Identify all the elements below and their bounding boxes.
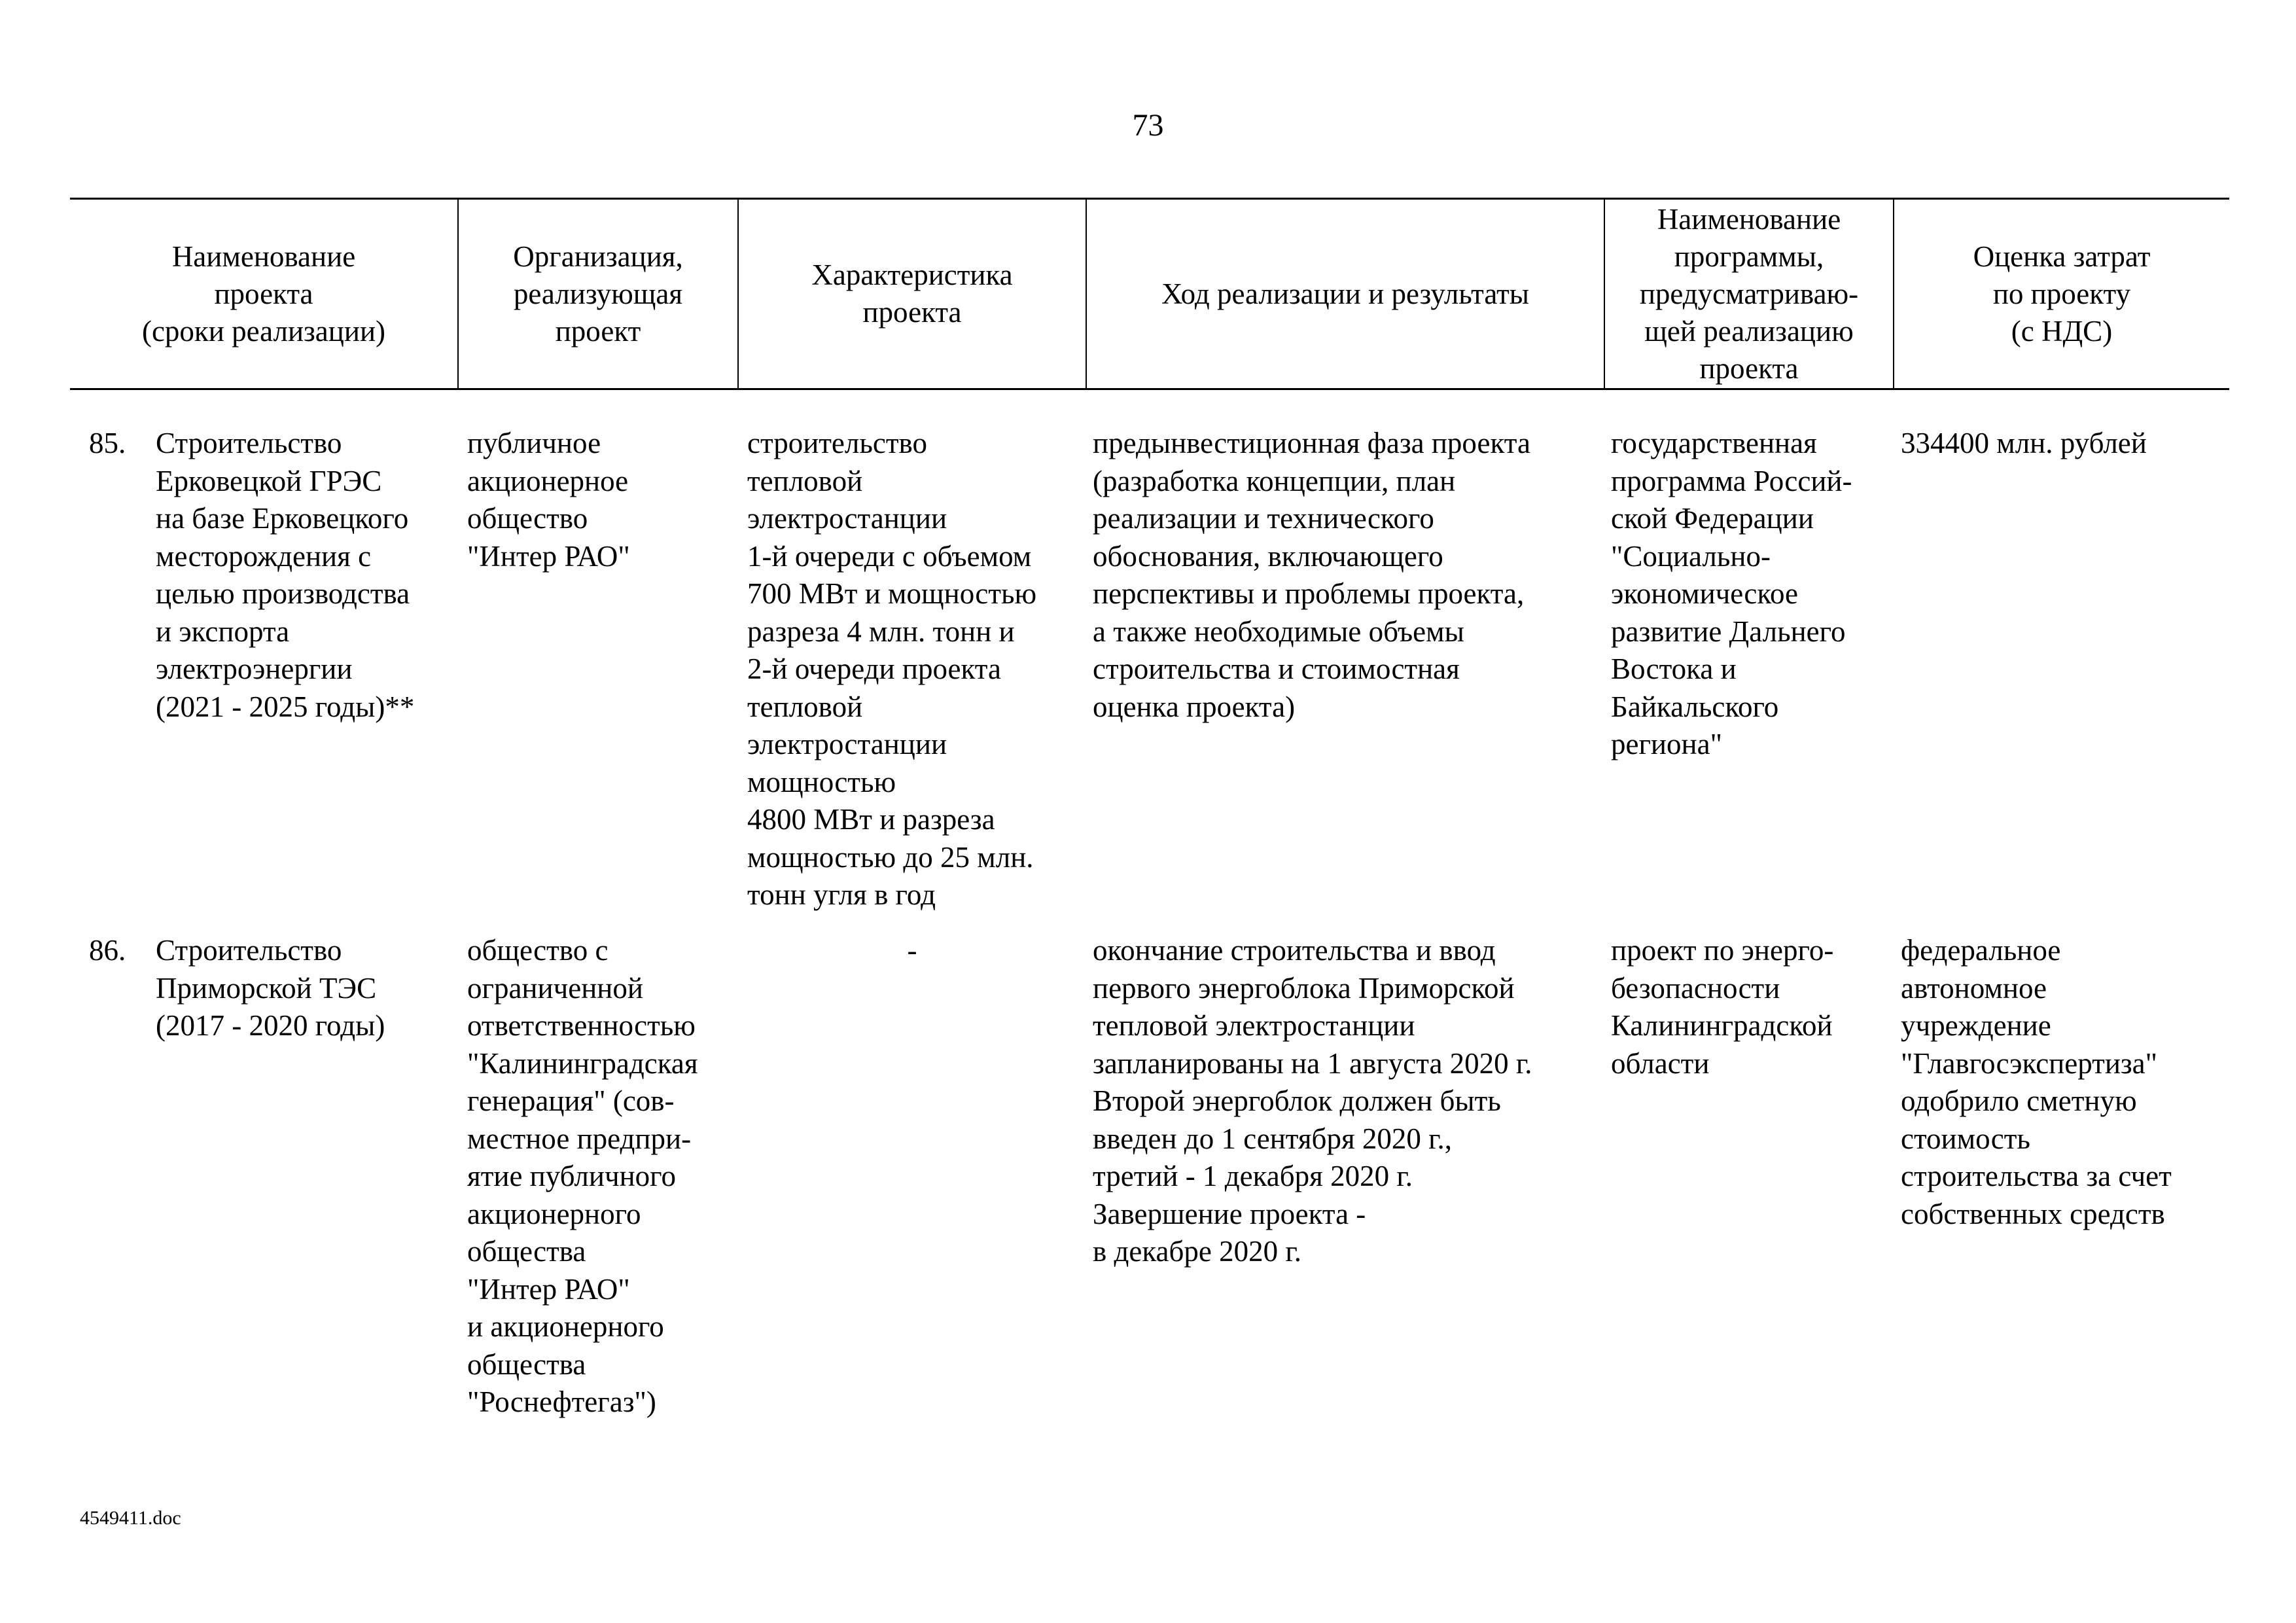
characteristic: -	[907, 934, 917, 967]
project-name: Строительство Приморской ТЭС (2017 - 2020 годы)	[156, 934, 385, 1042]
project-name: Строительство Ерковецкой ГРЭС на базе Ерковецкого месторождения с целью производства и экспорта электроэнергии (2021 - 2025 годы)**	[156, 427, 415, 723]
program: проект по энерго- безопасности Калининградской области	[1611, 934, 1834, 1080]
progress: окончание строительства и ввод первого энергоблока Приморской тепловой электростанции запланированы на 1 августа 2020 г. Второй энергоблок должен быть введен до 1 сентября 2020 г., третий - 1 декабря 2020 г. Завершение проекта - в декабре 2020 г.	[1093, 934, 1532, 1268]
page-number: 73	[1132, 108, 1164, 143]
header-cost: Оценка затрат по проекту (с НДС)	[1973, 240, 2151, 348]
header-progress: Ход реализации и результаты	[1161, 277, 1530, 310]
progress: предынвестиционная фаза проекта (разработка концепции, план реализации и технического обоснования, включающего перспективы и проблемы проекта, а также необходимые объемы строительства и стоимостная оценка проекта)	[1093, 427, 1530, 723]
document-filename: 4549411.doc	[80, 1507, 181, 1529]
program: государственная программа Россий- ской Федерации "Социально- экономическое развитие Дальнего Востока и Байкальского региона"	[1611, 427, 1852, 760]
header-program: Наименование программы, предусматриваю- щей реализацию проекта	[1639, 202, 1859, 385]
organization: общество с ограниченной ответственностью "Калининградская генерация" (сов- местное предпри- ятие публичного акционерного общества "Интер РАО" и акционерного общества "Роснефтегаз")	[467, 934, 698, 1418]
cost: федеральное автономное учреждение "Главгосэкспертиза" одобрило сметную стоимость строительства за счет собственных средств	[1901, 934, 2172, 1230]
characteristic: строительство тепловой электростанции 1-й очереди с объемом 700 МВт и мощностью разреза 4 млн. тонн и 2-й очереди проекта тепловой электростанции мощностью 4800 МВт и разреза мощностью до 25 млн. тонн угля в год	[747, 427, 1037, 911]
table-row	[70, 425, 2229, 932]
row-number: 86.	[89, 934, 126, 967]
table-row	[70, 932, 2229, 1429]
projects-table	[70, 198, 2229, 1429]
row-number: 85.	[89, 427, 126, 459]
table-header	[70, 198, 2229, 390]
cost: 334400 млн. рублей	[1901, 427, 2147, 459]
header-project-name: Наименование проекта (сроки реализации)	[141, 240, 386, 348]
organization: публичное акционерное общество "Интер РАО"	[467, 427, 630, 573]
header-characteristic: Характеристика проекта	[811, 259, 1013, 329]
header-organization: Организация, реализующая проект	[513, 240, 683, 348]
